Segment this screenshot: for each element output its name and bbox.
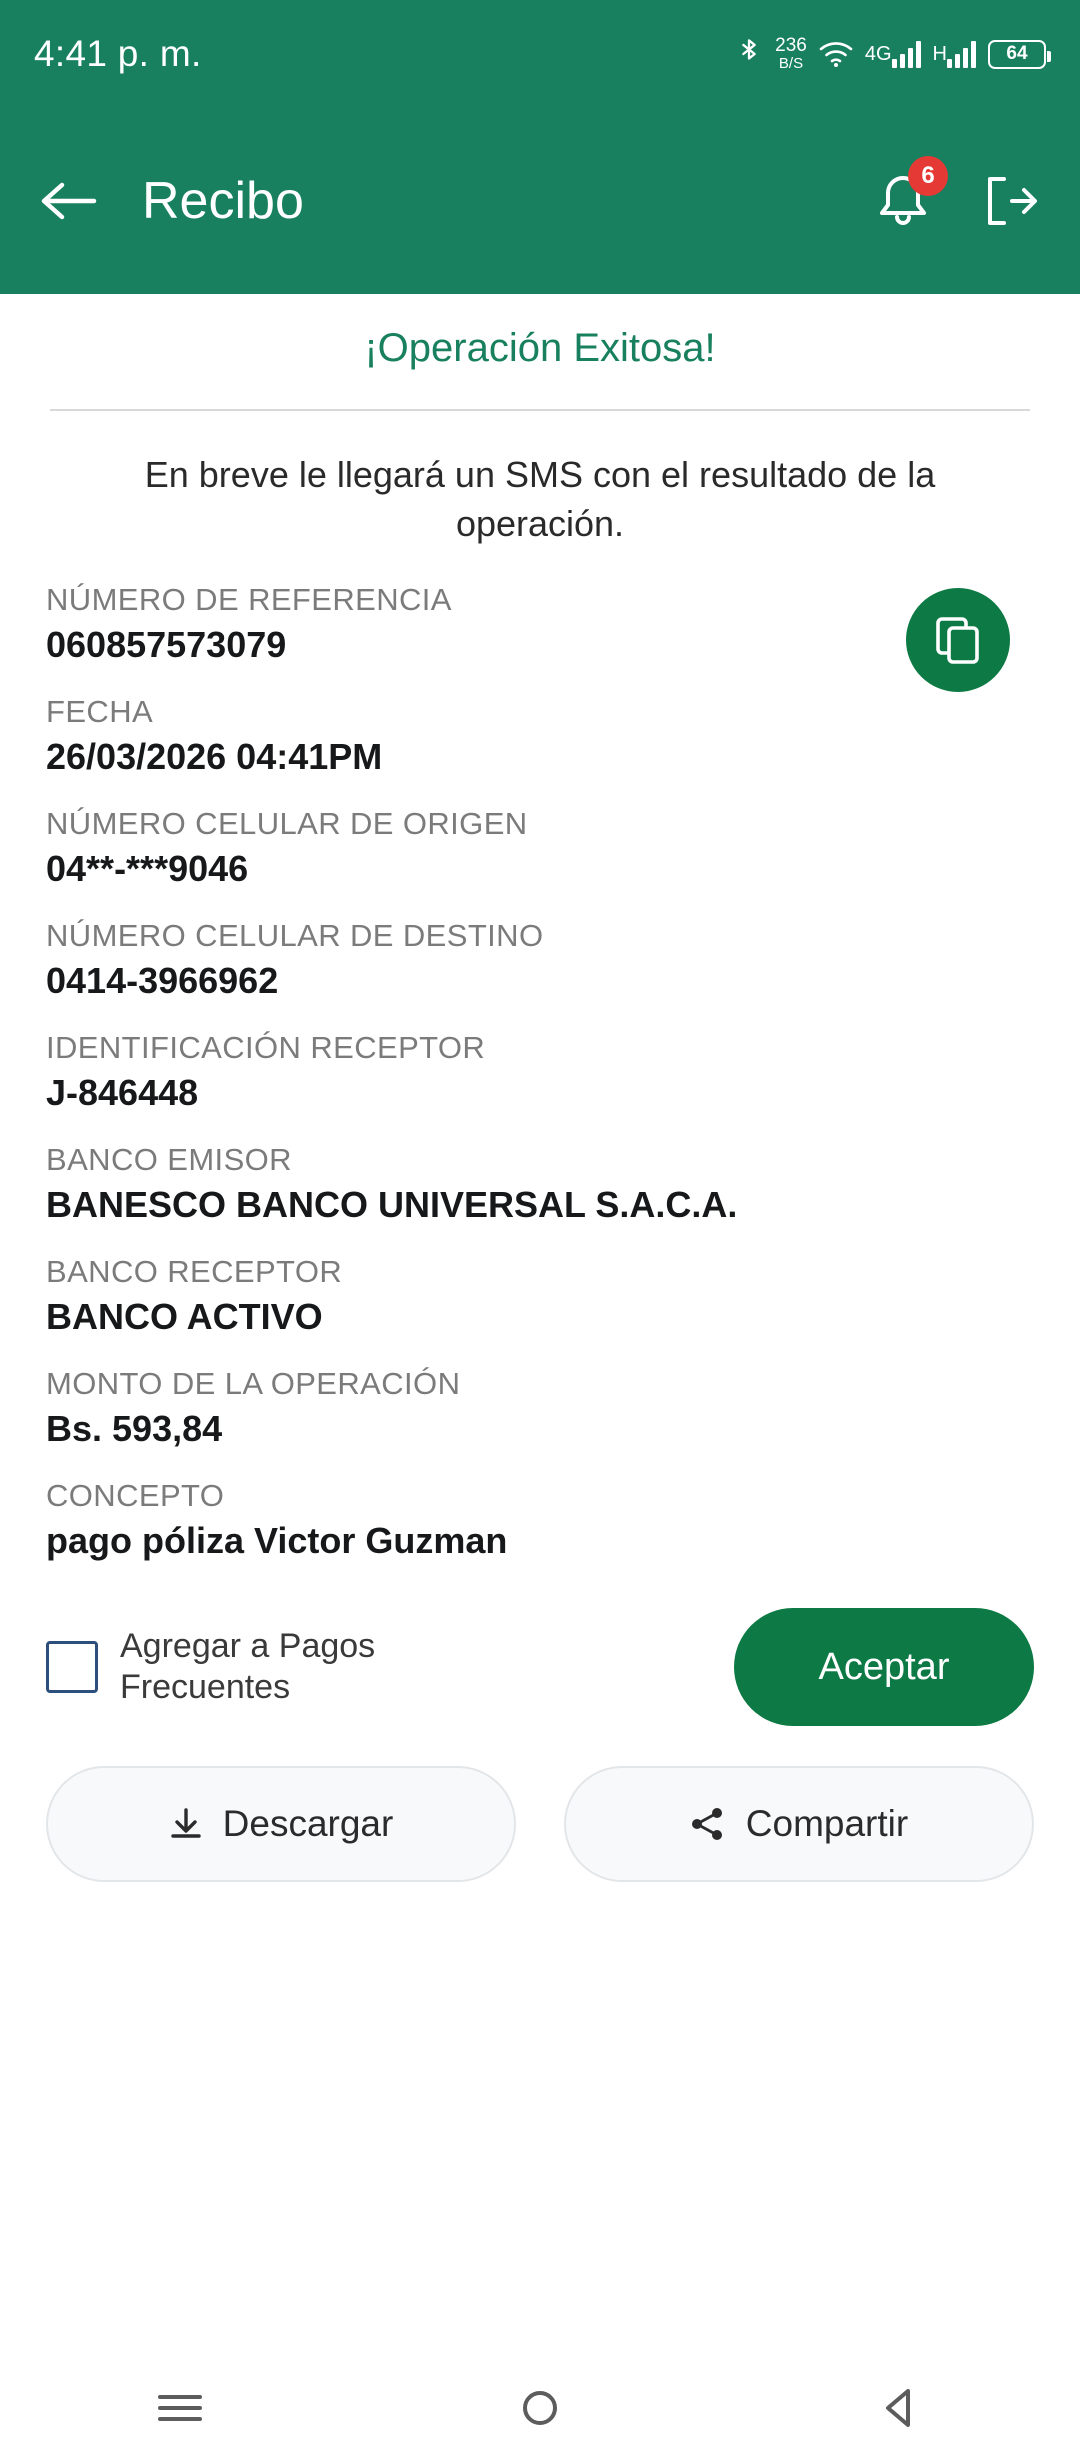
field-monto-de-la-operacion — [46, 1366, 1034, 1450]
share-label: Compartir — [745, 1803, 909, 1845]
network-speed-indicator — [775, 36, 807, 72]
field-identificacion-receptor — [46, 1030, 1034, 1114]
field-label: NÚMERO CELULAR DE DESTINO — [46, 918, 544, 954]
logout-icon[interactable] — [982, 173, 1040, 229]
field-value: 060857573079 — [46, 624, 287, 666]
sim2-signal-icon — [933, 40, 976, 68]
arrow-left-icon[interactable] — [40, 179, 98, 223]
system-navigation-bar — [0, 2356, 1080, 2460]
field-banco-receptor — [46, 1254, 1034, 1338]
frequent-payments-label: Agregar a Pagos Frecuentes — [120, 1627, 376, 1707]
primary-actions-row — [46, 1608, 1034, 1726]
divider — [50, 409, 1030, 411]
status-time: 4:41 p. m. — [34, 33, 202, 74]
sim1-network-label: 4G — [864, 42, 892, 65]
share-button[interactable] — [564, 1766, 1034, 1882]
field-value: Bs. 593,84 — [46, 1408, 223, 1450]
download-icon — [169, 1807, 203, 1841]
field-label: FECHA — [46, 694, 154, 730]
field-value: 0414-3966962 — [46, 960, 279, 1002]
sim2-network-label: H — [932, 42, 947, 65]
field-label: BANCO RECEPTOR — [46, 1254, 343, 1290]
status-icons — [735, 36, 1046, 72]
field-label: BANCO EMISOR — [46, 1142, 292, 1178]
network-speed-unit: B/S — [778, 55, 804, 73]
back-triangle-icon[interactable] — [800, 2356, 1000, 2460]
field-value: pago póliza Victor Guzman — [46, 1520, 508, 1562]
copy-button[interactable] — [906, 588, 1010, 692]
copy-icon — [935, 616, 981, 664]
status-bar — [0, 0, 1080, 108]
receipt-content — [0, 294, 1080, 2356]
menu-icon[interactable] — [80, 2356, 280, 2460]
field-value: 04**-***9046 — [46, 848, 249, 890]
bell-icon[interactable] — [876, 162, 935, 230]
receipt-fields — [46, 582, 1034, 1562]
frequent-payments-checkbox-row[interactable] — [46, 1626, 708, 1708]
sms-note: En breve le llegará un SMS con el resultado de la operación. — [144, 454, 936, 544]
field-banco-emisor — [46, 1142, 1034, 1226]
field-numero-de-referencia — [46, 582, 1034, 666]
notification-badge: 6 — [908, 156, 948, 196]
field-value: 26/03/2026 04:41PM — [46, 736, 383, 778]
app-bar-actions — [876, 162, 1040, 230]
frequent-payments-checkbox[interactable] — [46, 1641, 98, 1693]
download-button[interactable] — [46, 1766, 516, 1882]
page-title: Recibo — [142, 172, 304, 230]
field-fecha — [46, 694, 1034, 778]
field-label: CONCEPTO — [46, 1478, 225, 1514]
success-title: ¡Operación Exitosa! — [364, 326, 716, 370]
bluetooth-icon — [735, 37, 763, 71]
field-numero-celular-de-destino — [46, 918, 1034, 1002]
home-circle-icon[interactable] — [440, 2356, 640, 2460]
app-bar — [0, 108, 1080, 294]
share-icon — [690, 1807, 726, 1841]
field-label: NÚMERO DE REFERENCIA — [46, 582, 452, 618]
field-numero-celular-de-origen — [46, 806, 1034, 890]
field-label: NÚMERO CELULAR DE ORIGEN — [46, 806, 528, 842]
sim1-signal-icon — [865, 40, 921, 68]
secondary-actions-row — [46, 1766, 1034, 1882]
field-label: IDENTIFICACIÓN RECEPTOR — [46, 1030, 486, 1066]
field-value: BANESCO BANCO UNIVERSAL S.A.C.A. — [46, 1184, 738, 1226]
field-value: J-846448 — [46, 1072, 199, 1114]
field-label: MONTO DE LA OPERACIÓN — [46, 1366, 461, 1402]
battery-level: 64 — [1006, 43, 1028, 64]
field-concepto — [46, 1478, 1034, 1562]
wifi-icon — [819, 40, 853, 68]
download-label: Descargar — [222, 1803, 394, 1845]
network-speed-value: 236 — [775, 35, 807, 57]
field-value: BANCO ACTIVO — [46, 1296, 323, 1338]
battery-icon — [988, 40, 1046, 69]
accept-button[interactable]: Aceptar — [734, 1608, 1034, 1726]
